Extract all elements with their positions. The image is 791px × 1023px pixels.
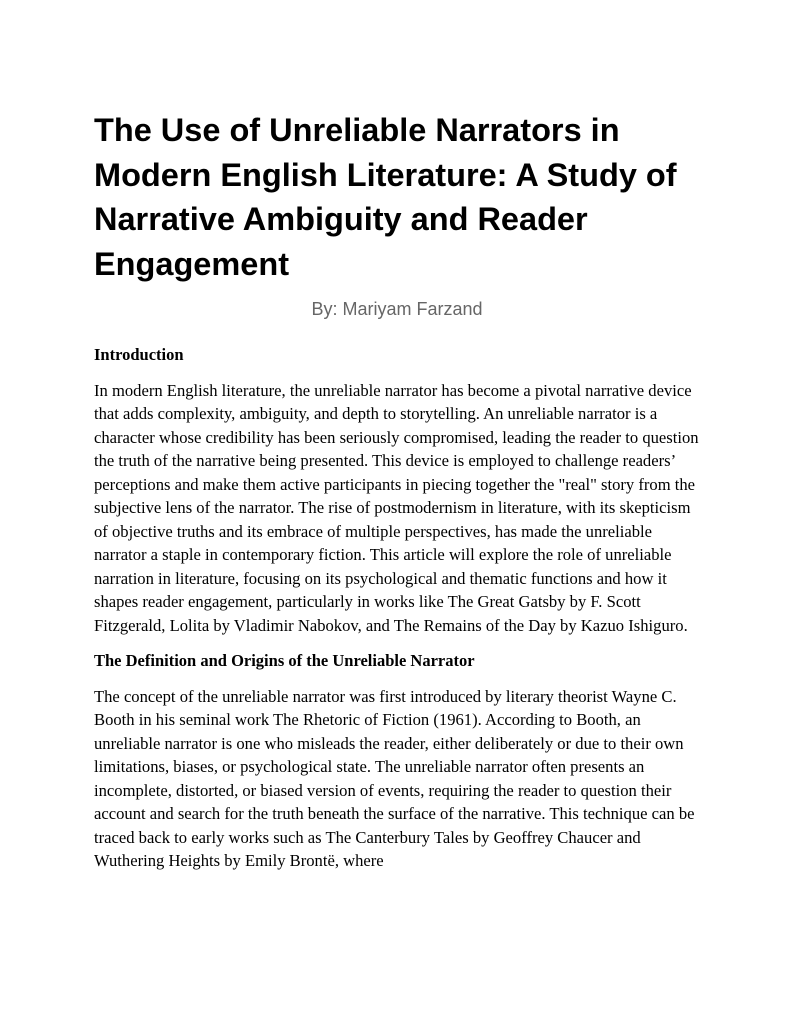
section-heading-introduction: Introduction — [94, 345, 184, 364]
section-heading-definition: The Definition and Origins of the Unreliable Narrator — [94, 651, 475, 670]
section-paragraph-definition: The concept of the unreliable narrator was first introduced by literary theorist Wayne C. Booth in his seminal work The Rhetoric of Fiction (1961). According to Booth, an unreliable narrator is one who misleads the reader, either deliberately or due to their own limitations, biases, or psychological state. The unreliable narrator often presents an incomplete, distorted, or biased version of events, requiring the reader to question their account and search for the truth beneath the surface of the narrative. This technique can be traced back to early works such as The Canterbury Tales by Geoffrey Chaucer and Wuthering Heights by Emily Brontë, where — [94, 686, 695, 870]
document-page — [94, 108, 700, 873]
article-title: The Use of Unreliable Narrators in Modern English Literature: A Study of Narrative Ambiguity and Reader Engagement — [94, 112, 677, 282]
article-byline: By: Mariyam Farzand — [311, 299, 483, 319]
section-paragraph-introduction: In modern English literature, the unreliable narrator has become a pivotal narrative device that adds complexity, ambiguity, and depth to storytelling. An unreliable narrator is a character whose credibility has been seriously compromised, leading the reader to question the truth of the narrative being presented. This device is employed to challenge readers’ perceptions and make them active participants in piecing together the "real" story from the subjective lens of the narrator. The rise of postmodernism in literature, with its skepticism of objective truths and its embrace of multiple perspectives, has made the unreliable narrator a staple in contemporary fiction. This article will explore the role of unreliable narration in literature, focusing on its psychological and thematic functions and how it shapes reader engagement, particularly in works like The Great Gatsby by F. Scott Fitzgerald, Lolita by Vladimir Nabokov, and The Remains of the Day by Kazuo Ishiguro. — [94, 380, 699, 635]
